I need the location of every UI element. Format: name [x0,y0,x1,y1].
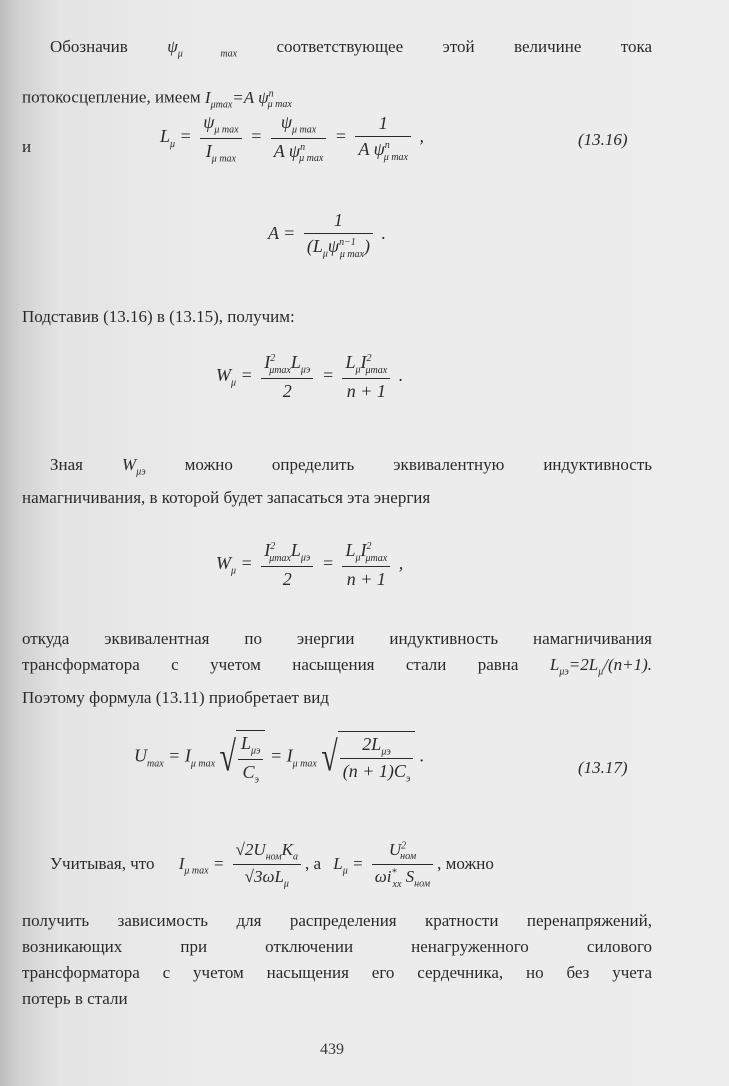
equation-A: A = $\frac{1}{(L_\mu\psi^{n-1}_{\mu max})}$ . [268,210,386,260]
text-line: получить зависимость для распределения кратности перенапряжений, [22,911,652,930]
text-line: Поэтому формула (13.11) приобретает вид [22,688,329,708]
fraction-I-mu-max: $\frac{√2U_{ном}K_a}{√3\omega L_\mu}$ [233,840,301,890]
paragraph-obtain [22,908,652,1012]
conjunction-and: и [22,137,32,156]
equation-13-16: $L_\mu$ = $\frac{\psi_{\mu max}}{I_{\mu max}}$ = $\frac{\psi_{\mu max}}{A \psi^n_{\mu max}}$ = $\frac{1}{A \psi^n_{\mu max}}$ , [160,112,424,165]
paragraph-considering: Учитывая, что $I_{\mu max}$ = $\frac{√2U_{ном}K_a}{√3\omega L_\mu}$ , а $L_\mu$ = $\frac{U^2_{ном}}{\omega i^*_{xx} S_{ном}}$ , можно [50,840,494,890]
fraction: $\frac{1}{(L_\mu\psi^{n-1}_{\mu max})}$ [304,210,373,260]
equation-W-mu-2: $W_\mu$ = $\frac{I^2_{\mu max}L_{\mu э}}{2}$ = $\frac{L_\mu I^2_{\mu max}}{n + 1}$ , [216,540,404,589]
text-line: Зная $W_{\mu э}$ можно определить эквивалентную индуктивность [50,455,652,478]
fraction-L-mu: $\frac{U^2_{ном}}{\omega i^*_{xx} S_{ном}}$ [372,840,433,890]
fraction: $\frac{\psi_{\mu max}}{A \psi^n_{\mu max}}$ [271,112,327,164]
square-root: √ $\frac{L_{\mu э}}{C_э}$ [220,730,266,785]
fraction: $\frac{\psi_{\mu max}}{I_{\mu max}}$ [200,112,241,164]
fraction: $\frac{L_\mu I^2_{\mu max}}{n + 1}$ [342,540,390,590]
page-number: 439 [320,1041,344,1058]
math-inline-relation: $I_{\mu max}=A$ $\psi^n_{\mu max}$ [204,88,292,111]
fraction: $\frac{I^2_{\mu max}L_{\mu э}}{2}$ [261,352,313,402]
text-line: потерь в стали [22,989,128,1008]
equation-number-13-17: (13.17) [578,758,628,777]
paragraph-knowing [22,452,652,511]
text-span: Обозначив [50,37,128,56]
fraction: $\frac{L_\mu I^2_{\mu max}}{n + 1}$ [342,352,390,402]
equation-number-13-16: (13.16) [578,130,628,149]
text-line [22,34,652,67]
paragraph-substitute [22,304,652,330]
text-line: трансформатора с учетом насыщения его сердечника, но без учета [22,963,652,982]
paragraph-intro [22,34,652,118]
fraction: $\frac{I^2_{\mu max}L_{\mu э}}{2}$ [261,540,313,590]
text-line: намагничивания, в которой будет запасаться эта энергия [22,488,431,508]
equation-13-17: $U_{max} = I_{\mu max}$ √ $\frac{L_{\mu э}}{C_э}$ = $I_{\mu max}$ √ $\frac{2L_{\mu э}}{(n + 1)C_э}$ . [134,730,424,785]
text-span: потокосцепление, имеем [22,88,201,108]
equation-W-mu-1: $W_\mu$ = $\frac{I^2_{\mu max}L_{\mu э}}{2}$ = $\frac{L_\mu I^2_{\mu max}}{n + 1}$ . [216,352,404,401]
text-line: возникающих при отключении ненагруженного силового [22,937,652,956]
math-psi-mumax: $\psi_{\mu max}$ [167,37,238,60]
text-line: трансформатора с учетом насыщения стали равна $L_{\mu э}=2L_\mu/(n+1)$. [22,655,652,678]
paragraph-whence [22,626,652,711]
square-root: √ $\frac{2L_{\mu э}}{(n + 1)C_э}$ [321,731,415,784]
text-line: Подставив (13.16) в (13.15), получим: [22,307,295,326]
fraction: $\frac{1}{A \psi^n_{\mu max}}$ [355,113,411,163]
text-span: соответствующее этой величине тока [276,37,653,56]
text-line: откуда эквивалентная по энергии индуктивность намагничивания [22,629,652,648]
